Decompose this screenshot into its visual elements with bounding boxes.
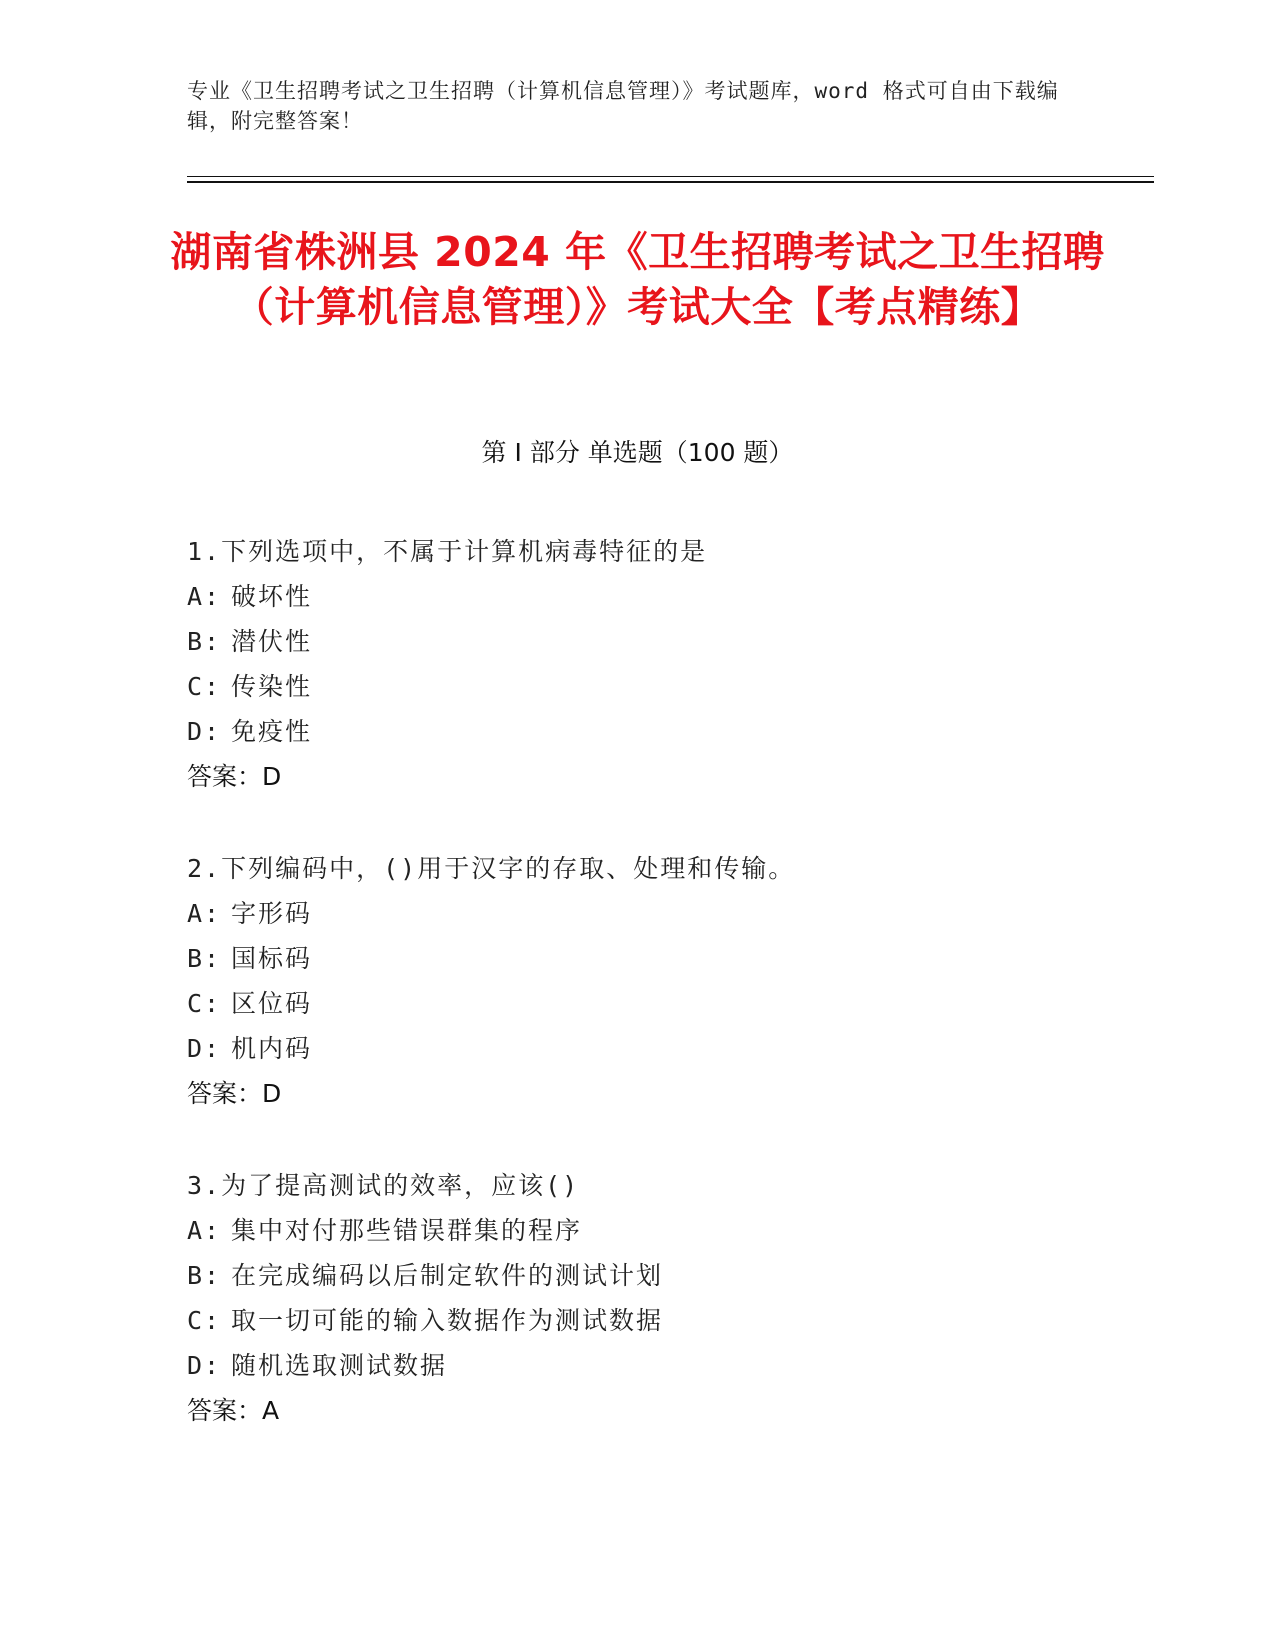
option-text: 字形码 bbox=[231, 899, 313, 928]
option-a bbox=[187, 891, 1087, 936]
option-key: A: bbox=[187, 899, 222, 928]
header-note: 专业《卫生招聘考试之卫生招聘（计算机信息管理）》考试题库，word 格式可自由下载编辑，附完整答案！ bbox=[187, 79, 1059, 133]
option-b bbox=[187, 1253, 1087, 1298]
option-c bbox=[187, 664, 1087, 709]
option-text: 随机选取测试数据 bbox=[231, 1351, 448, 1380]
header-divider-thin bbox=[187, 176, 1154, 177]
option-a bbox=[187, 1208, 1087, 1253]
option-c bbox=[187, 981, 1087, 1026]
question-stem: 2.下列编码中，()用于汉字的存取、处理和传输。 bbox=[187, 854, 796, 883]
answer-line: 答案：A bbox=[187, 1396, 280, 1425]
option-d bbox=[187, 1343, 1087, 1388]
option-text: 集中对付那些错误群集的程序 bbox=[231, 1216, 583, 1245]
option-d bbox=[187, 1026, 1087, 1071]
option-key: B: bbox=[187, 944, 222, 973]
question-1 bbox=[187, 529, 1087, 799]
option-b bbox=[187, 619, 1087, 664]
option-key: D: bbox=[187, 717, 222, 746]
question-list bbox=[187, 529, 1087, 1480]
option-key: A: bbox=[187, 582, 222, 611]
option-text: 取一切可能的输入数据作为测试数据 bbox=[231, 1306, 664, 1335]
option-d bbox=[187, 709, 1087, 754]
option-text: 免疫性 bbox=[231, 717, 313, 746]
option-key: B: bbox=[187, 1261, 222, 1290]
option-c bbox=[187, 1298, 1087, 1343]
option-key: C: bbox=[187, 1306, 222, 1335]
option-text: 传染性 bbox=[231, 672, 313, 701]
option-text: 潜伏性 bbox=[231, 627, 313, 656]
option-text: 破坏性 bbox=[231, 582, 313, 611]
question-2 bbox=[187, 846, 1087, 1116]
header-divider-thick bbox=[187, 181, 1154, 183]
option-key: D: bbox=[187, 1034, 222, 1063]
option-key: D: bbox=[187, 1351, 222, 1380]
option-key: C: bbox=[187, 989, 222, 1018]
question-stem: 3.为了提高测试的效率，应该() bbox=[187, 1171, 580, 1200]
option-text: 机内码 bbox=[231, 1034, 313, 1063]
option-text: 国标码 bbox=[231, 944, 313, 973]
option-key: B: bbox=[187, 627, 222, 656]
question-3 bbox=[187, 1163, 1087, 1433]
option-text: 在完成编码以后制定软件的测试计划 bbox=[231, 1261, 664, 1290]
document-title: 湖南省株洲县 2024 年《卫生招聘考试之卫生招聘（计算机信息管理）》考试大全【考点精练】 bbox=[170, 228, 1105, 331]
option-key: A: bbox=[187, 1216, 222, 1245]
option-a bbox=[187, 574, 1087, 619]
question-stem: 1.下列选项中，不属于计算机病毒特征的是 bbox=[187, 537, 708, 566]
option-text: 区位码 bbox=[231, 989, 313, 1018]
section-title: 第 I 部分 单选题（100 题） bbox=[481, 438, 794, 467]
answer-line: 答案：D bbox=[187, 762, 282, 791]
answer-line: 答案：D bbox=[187, 1079, 282, 1108]
option-b bbox=[187, 936, 1087, 981]
option-key: C: bbox=[187, 672, 222, 701]
